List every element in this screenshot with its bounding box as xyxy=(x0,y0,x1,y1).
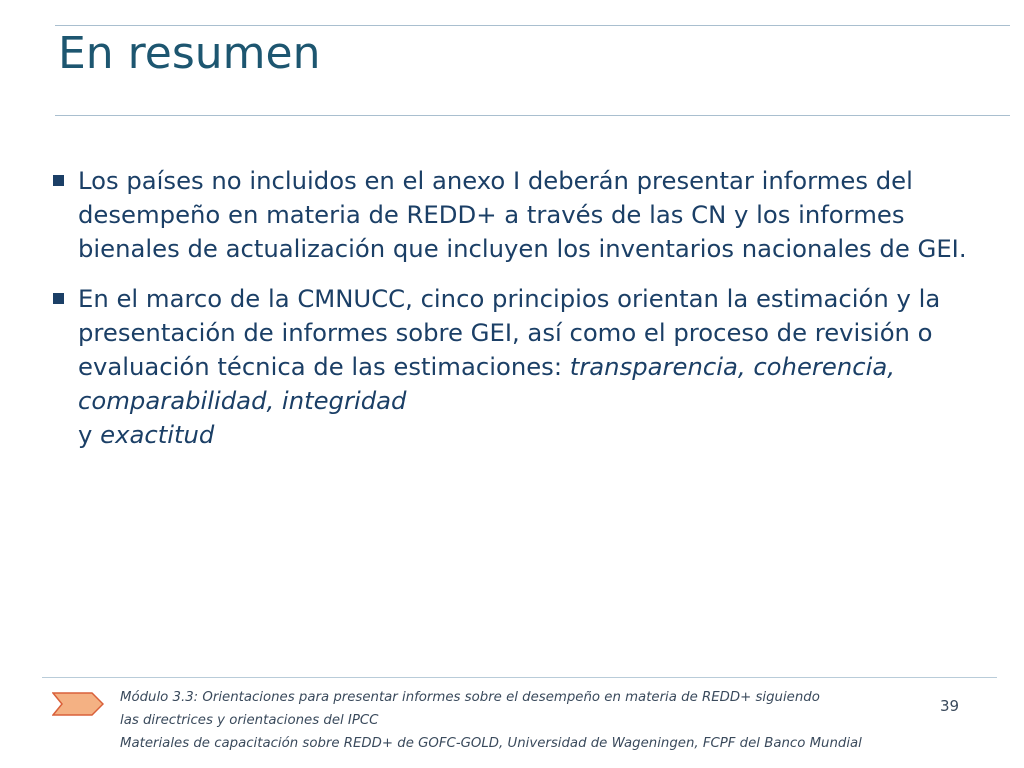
footer-divider xyxy=(42,677,997,678)
principles-italic: transparencia, coherencia, comparabilidad, integridad xyxy=(78,352,895,415)
bullet-text: Los países no incluidos en el anexo I deberán presentar informes del desempeño en materia de REDD+ a través de las CN y los informes bienales de actualización que incluyen los inventarios nacionales de GEI. xyxy=(78,166,967,263)
chevron-arrow-icon xyxy=(52,692,104,716)
square-bullet-icon xyxy=(53,293,64,304)
slide-body xyxy=(52,164,1012,468)
bullet-item-1 xyxy=(52,164,1012,266)
bullet-text: En el marco de la CMNUCC, cinco principios orientan la estimación y la presentación de informes sobre GEI, así como el proceso de revisión o evaluación técnica de las estimaciones: xyxy=(78,284,941,381)
title-divider xyxy=(55,115,1010,116)
principle-exactitud: exactitud xyxy=(100,420,215,449)
footer-citation xyxy=(120,686,950,755)
conjunction: y xyxy=(78,420,93,449)
slide-title: En resumen xyxy=(58,28,321,79)
bullet-item-2 xyxy=(52,282,1012,452)
square-bullet-icon xyxy=(53,175,64,186)
footer-line-3: Materiales de capacitación sobre REDD+ de GOFC-GOLD, Universidad de Wageningen, FCPF del Banco Mundial xyxy=(120,736,862,751)
footer-line-2: las directrices y orientaciones del IPCC xyxy=(120,713,379,728)
footer-line-1: Módulo 3.3: Orientaciones para presentar informes sobre el desempeño en materia de REDD+ siguiendo xyxy=(120,690,820,705)
page-number: 39 xyxy=(940,697,960,715)
